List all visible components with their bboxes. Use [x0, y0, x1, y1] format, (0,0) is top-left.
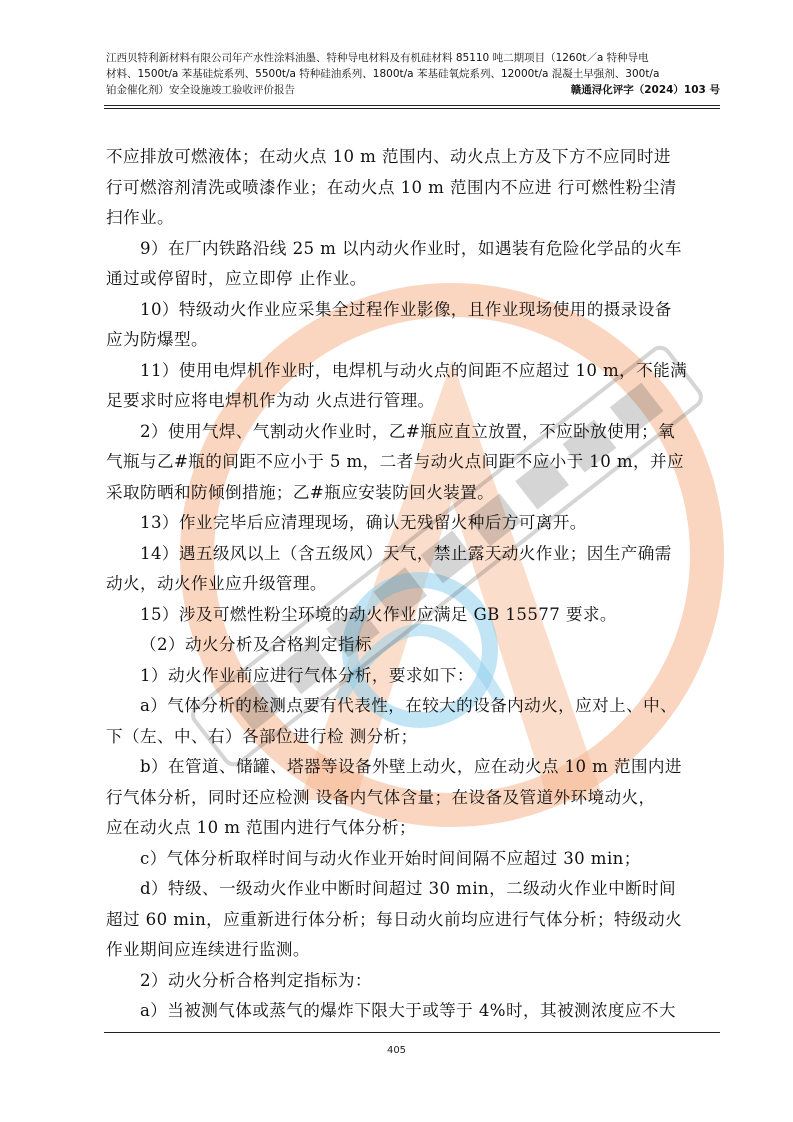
body-line: 不应排放可燃液体；在动火点 10 m 范围内、动火点上方及下方不应同时进 [106, 147, 671, 166]
body-line: （2）动火分析及合格判定指标 [140, 635, 372, 654]
body-line: a）气体分析的检测点要有代表性，在较大的设备内动火，应对上、中、 [140, 696, 678, 715]
footer-rule [104, 1032, 720, 1033]
body-line: 14）遇五级风以上（含五级风）天气，禁止露天动火作业；因生产确需 [140, 543, 672, 563]
body-line: 作业期间应连续进行监测。 [106, 940, 310, 959]
body-line: 超过 60 min，应重新进行体分析；每日动火前均应进行气体分析；特级动火 [106, 909, 683, 929]
header-line-3-row [106, 82, 720, 98]
body-line: d）特级、一级动火作业中断时间超过 30 min，二级动火作业中断时间 [140, 879, 677, 898]
body-line: 行可燃溶剂清洗或喷漆作业；在动火点 10 m 范围内不应进 行可燃性粉尘清 [106, 177, 677, 197]
body-line: 9）在厂内铁路沿线 25 m 以内动火作业时，如遇装有危险化学品的火车 [140, 238, 682, 258]
header-line-2: 材料、1500t/a 苯基硅烷系列、5500t/a 特种硅油系列、1800t/a 苯基硅氧烷系列、12000t/a 混凝土早强剂、300t/a [106, 68, 660, 80]
body-line: 11）使用电焊机作业时，电焊机与动火点的间距不应超过 10 m，不能满 [140, 360, 688, 380]
header-rule-thin [104, 108, 720, 109]
body-line: 1）动火作业前应进行气体分析，要求如下： [140, 665, 474, 685]
body-line: 动火，动火作业应升级管理。 [106, 574, 327, 593]
document-number: 赣通浔化评字（2024）103 号 [570, 84, 720, 96]
body-line: 10）特级动火作业应采集全过程作业影像，且作业现场使用的摄录设备 [140, 299, 672, 319]
body-line: 扫作业。 [106, 208, 174, 227]
body-line: 13）作业完毕后应清理现场，确认无残留火种后方可离开。 [140, 513, 587, 532]
page-header [106, 50, 720, 98]
page-number: 405 [386, 1045, 407, 1056]
body-line: 应在动火点 10 m 范围内进行气体分析； [106, 818, 416, 837]
body-line: b）在管道、储罐、塔器等设备外壁上动火，应在动火点 10 m 范围内进 [140, 757, 682, 776]
body-line: c）气体分析取样时间与动火作业开始时间间隔不应超过 30 min； [140, 848, 641, 868]
body-line: 行气体分析，同时还应检测 设备内气体含量；在设备及管道外环境动火， [106, 787, 656, 807]
body-line: 通过或停留时，应立即停 止作业。 [106, 269, 367, 288]
body-line: 下（左、中、右）各部位进行检 测分析； [106, 726, 418, 746]
body-line: 气瓶与乙#瓶的间距不应小于 5 m，二者与动火点间距不应小于 10 m，并应 [106, 452, 684, 471]
body-line: 2）使用气焊、气割动火作业时，乙#瓶应直立放置，不应卧放使用；氧 [140, 421, 676, 441]
body-line: 2）动火分析合格判定指标为： [140, 970, 372, 990]
body-line: 15）涉及可燃性粉尘环境的动火作业应满足 GB 15577 要求。 [140, 604, 617, 624]
body-line: 应为防爆型。 [106, 330, 208, 349]
body-line: 采取防晒和防倾倒措施；乙#瓶应安装防回火装置。 [106, 482, 495, 502]
header-rule [104, 105, 720, 106]
body-line: 足要求时应将电焊机作为动 火点进行管理。 [106, 391, 435, 410]
body-line: a）当被测气体或蒸气的爆炸下限大于或等于 4%时，其被测浓度应不大 [140, 1001, 676, 1020]
header-line-3: 铂金催化剂）安全设施竣工验收评价报告 [106, 84, 295, 96]
body-text [106, 142, 720, 1027]
header-line-1: 江西贝特利新材料有限公司年产水性涂料油墨、特种导电材料及有机硅材料 85110 吨二期项目（1260t／a 特种导电 [106, 52, 649, 64]
